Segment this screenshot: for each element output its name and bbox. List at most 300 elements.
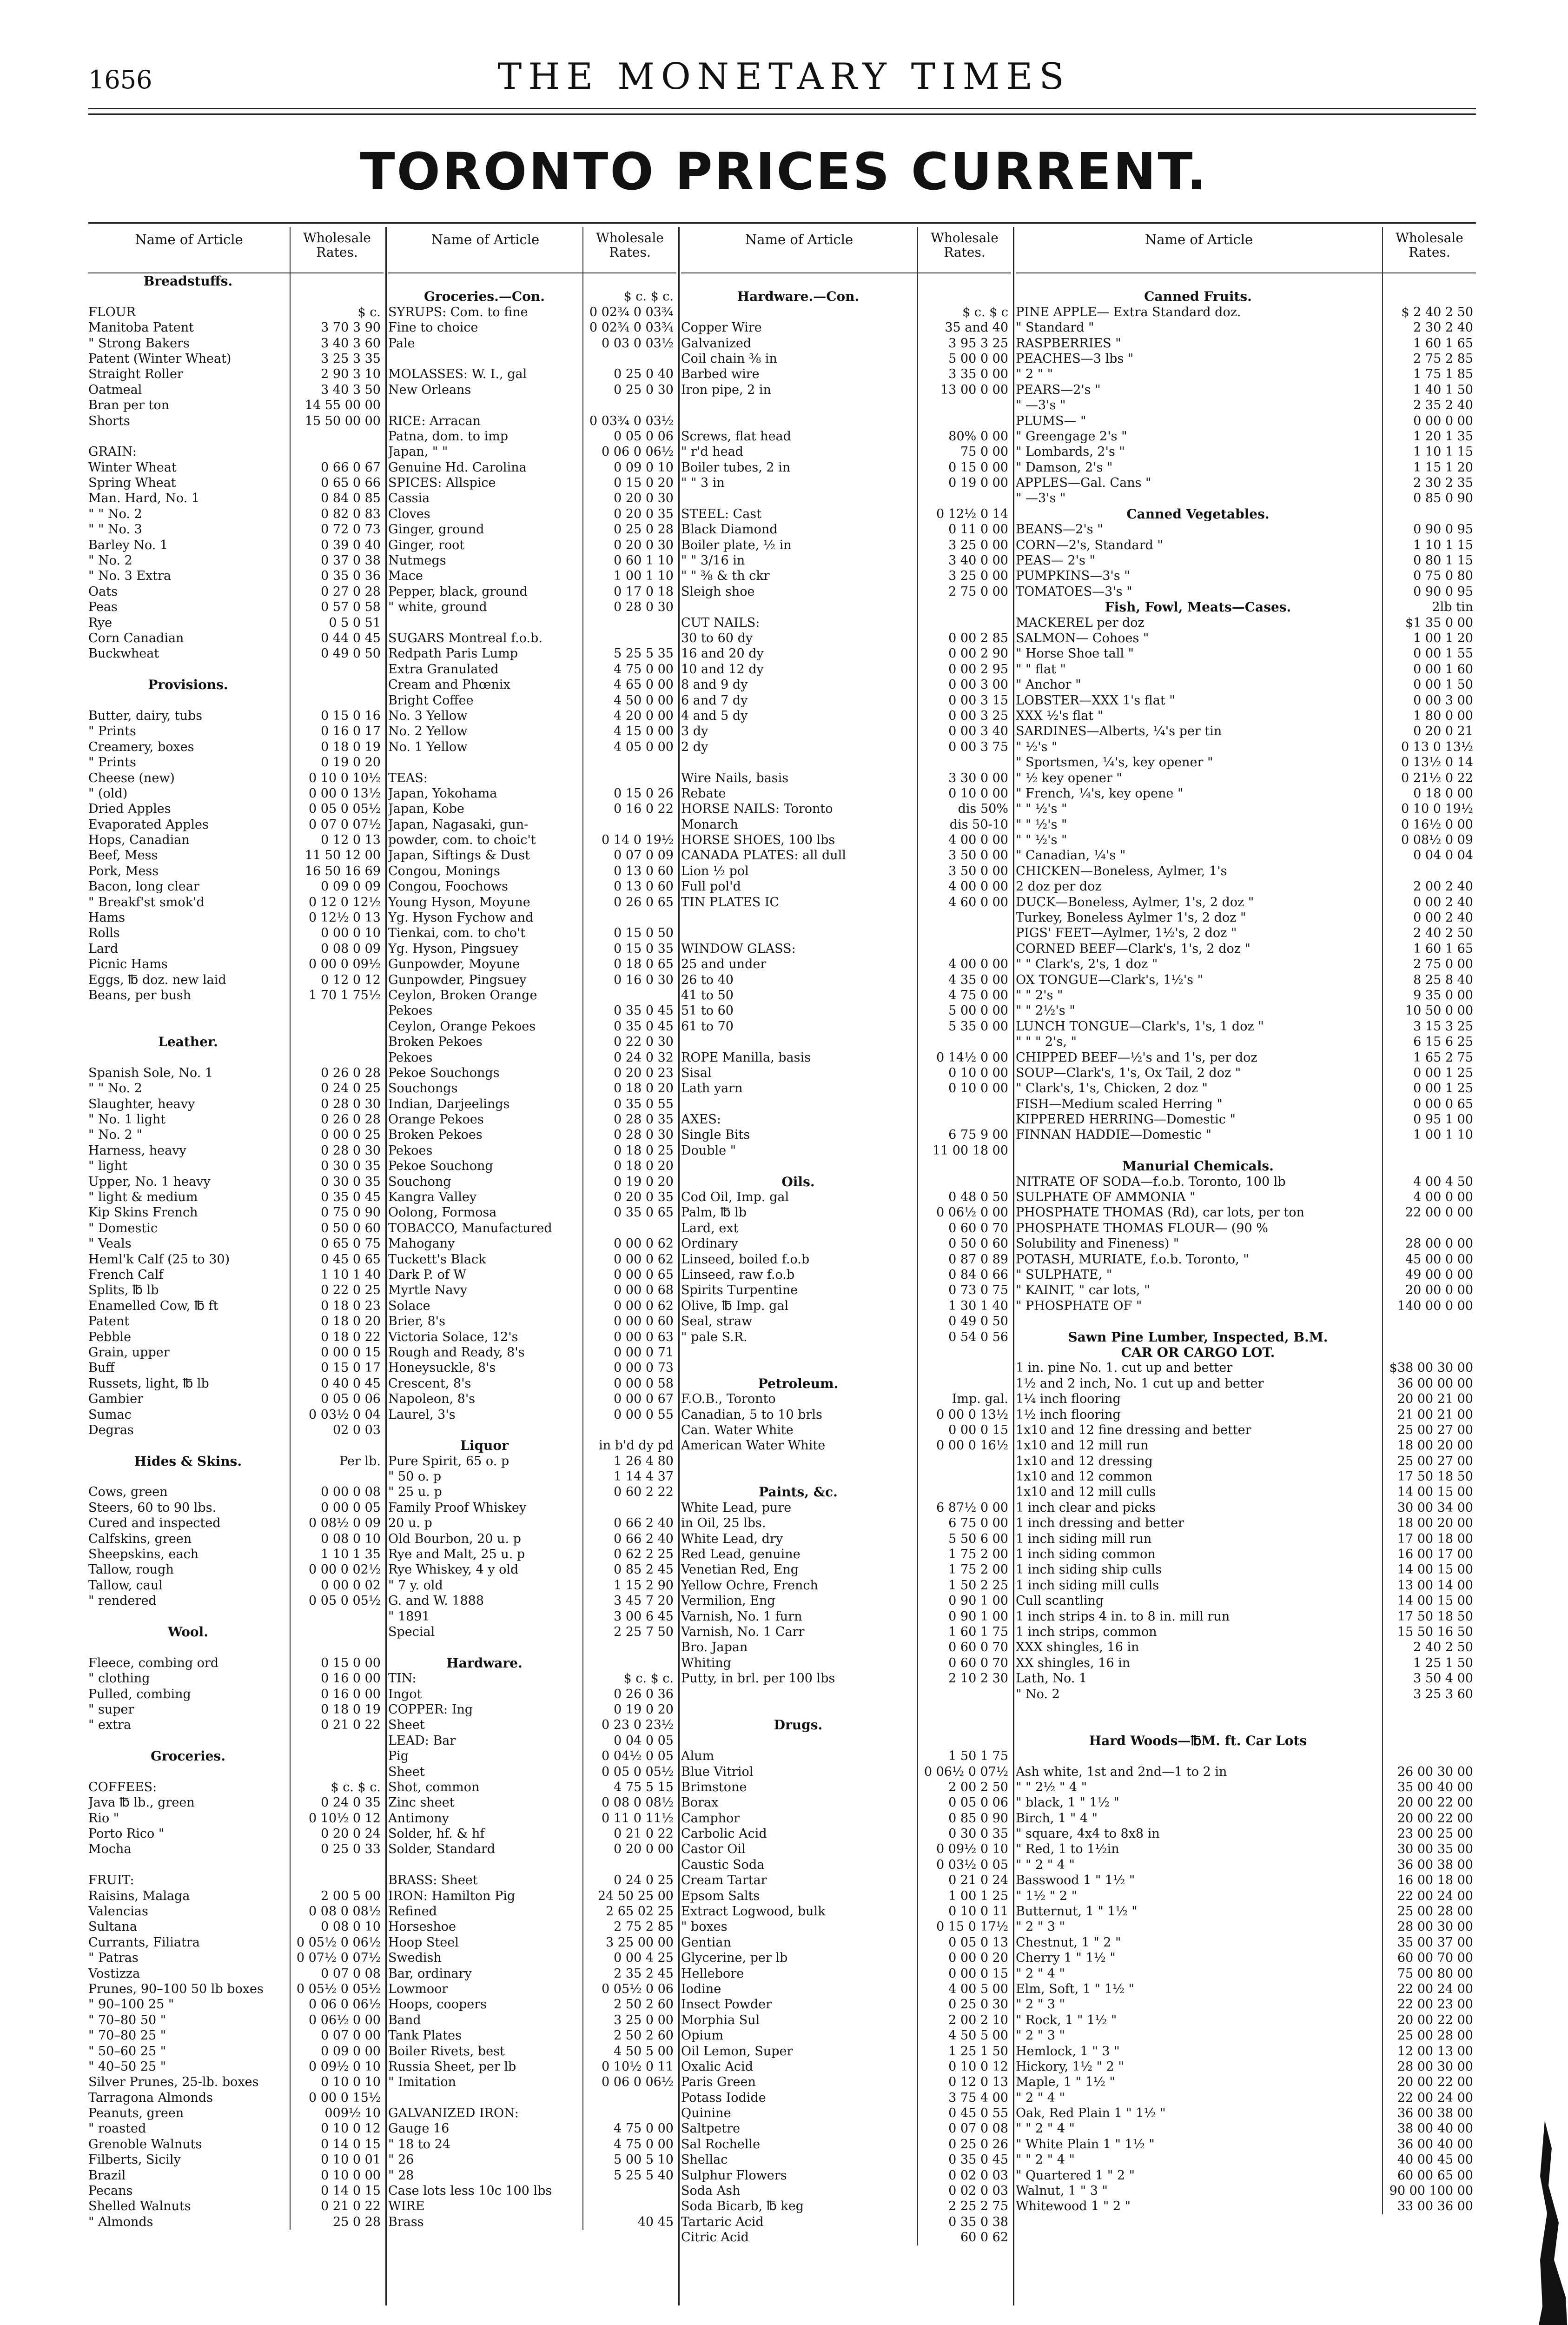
wholesale-rate: 45 00 0 00 [1405,1252,1473,1267]
article-name: 30 to 60 dy [681,631,753,645]
wholesale-rate: 4 75 0 00 [614,2121,674,2136]
wholesale-rate [581,910,676,925]
article-name [681,1096,915,1112]
article-name: Hoop Steel [388,1935,459,1950]
article-name: Ceylon, Broken Orange [388,988,537,1003]
wholesale-rate: 0 07 0 08 [948,2121,1008,2136]
wholesale-rate: 0 00 0 68 [614,1283,674,1298]
price-row [1016,988,1476,1003]
article-name: Bacon, long clear [88,879,199,894]
price-row [681,817,1011,832]
article-name: PEARS—2's " [1016,382,1101,397]
article-name: " Canadian, ¼'s " [1016,848,1126,863]
article-name: Boiler plate, ½ in [681,538,792,552]
article-name: Pale [388,336,415,351]
price-row [88,1764,384,1780]
price-row [388,1003,676,1018]
wholesale-rate: 0 00 2 95 [948,662,1008,677]
article-name: 1 inch dressing and better [1016,1516,1184,1531]
rate-divider [582,273,583,2230]
wholesale-rate: 3 35 0 00 [948,367,1008,382]
article-name: Boiler Rivets, best [388,2044,505,2059]
article-name: 41 to 50 [681,988,734,1003]
price-row [388,1780,676,1795]
price-row [1016,584,1476,599]
wholesale-rate: 0 00 0 15 [321,1345,381,1360]
wholesale-rate: 1 40 1 50 [1413,382,1473,397]
price-row [1016,1593,1476,1608]
article-name: Alum [681,1749,715,1764]
price-row [681,273,1011,289]
price-row [681,2059,1011,2074]
article-name: Mocha [88,1842,132,1857]
price-row [681,771,1011,786]
article-name: Cheese (new) [88,771,175,785]
article-name: Lard [88,941,119,956]
wholesale-rate [288,444,384,459]
wholesale-rate: 4 15 0 00 [614,724,674,739]
price-row [681,305,1011,320]
wholesale-rate: 0 00 0 15½ [309,2090,381,2105]
article-name: " Breakf'st smok'd [88,895,205,910]
article-name [681,1702,915,1717]
rate-divider [290,273,291,2230]
wholesale-rate: 0 75 0 80 [1413,569,1473,584]
price-row [1016,475,1476,491]
article-name: Bran per ton [88,398,170,413]
article-name: " " No. 3 [88,522,142,537]
wholesale-rate: 0 06 0 06½ [602,2075,674,2090]
price-row [88,864,384,879]
article-name: Orange Pekoes [388,1112,484,1127]
article-name: Canadian, 5 to 10 brls [681,1407,822,1422]
price-row [88,413,384,429]
article-name: " Sportsmen, ¼'s, key opener " [1016,755,1213,770]
article-name: Straight Roller [88,367,183,382]
price-row [88,801,384,817]
wholesale-rate: 35 00 37 00 [1397,1935,1473,1950]
wholesale-rate: 2 40 2 50 [1413,1640,1473,1655]
price-row [88,1205,384,1220]
wholesale-rate [1380,1717,1476,1733]
price-row [681,1547,1011,1562]
article-name: No. 3 Yellow [388,708,468,723]
price-row [388,429,676,444]
wholesale-rate: 1 14 4 37 [614,1469,674,1484]
article-name: " 2 " 3 " [1016,1997,1065,2012]
article-name: " No. 3 Extra [88,569,172,584]
article-name: CORNED BEEF—Clark's, 1's, 2 doz " [1016,941,1250,956]
wholesale-rate: 0 06 0 06½ [309,1997,381,2012]
article-name: Shellac [681,2152,728,2167]
wholesale-rate: 36 00 38 00 [1397,2106,1473,2121]
wholesale-rate: 0 15 0 00 [321,1655,381,1670]
price-row [388,1454,676,1469]
wholesale-rate: 0 00 0 13½ [936,1407,1008,1422]
price-row [681,615,1011,631]
wholesale-rate: 30 00 35 00 [1397,1842,1473,1857]
price-row [88,1671,384,1686]
wholesale-rate: 3 25 00 00 [606,1935,674,1950]
section-heading [1016,1329,1476,1345]
wholesale-rate: 0 12 0 12½ [309,895,381,910]
wholesale-rate: 0 03¾ 0 03½ [589,413,674,428]
price-row [681,1298,1011,1314]
wholesale-rate: 0 72 0 73 [321,522,381,537]
price-row [88,1112,384,1127]
article-name: Cured and inspected [88,1516,221,1531]
wholesale-rate: 5 00 0 00 [948,1003,1008,1018]
wholesale-rate: 0 5 0 51 [329,615,381,630]
article-name: Oatmeal [88,382,142,397]
price-row [88,1314,384,1329]
wholesale-rate: 4 50 5 00 [614,2044,674,2059]
article-name: Oxalic Acid [681,2059,753,2074]
wholesale-rate: 0 60 2 22 [614,1485,674,1500]
price-row [1016,1950,1476,1966]
article-name [88,662,288,677]
wholesale-rate: 0 37 0 38 [321,553,381,568]
price-row [681,1236,1011,1251]
article-name: Pekoe Souchong [388,1159,493,1174]
price-row [88,1127,384,1143]
article-name: Dried Apples [88,802,171,817]
price-row [681,662,1011,677]
price-row [388,1888,676,1904]
price-row [681,1578,1011,1593]
article-name: Laurel, 3's [388,1407,456,1422]
price-row [681,1391,1011,1407]
article-name: Pekoes [388,1003,433,1018]
wholesale-rate: 4 00 0 00 [948,833,1008,848]
article-name: Fish, Fowl, Meats—Cases. [1105,599,1291,615]
article-name: Zinc sheet [388,1795,455,1810]
price-row [1016,444,1476,459]
price-row [88,460,384,475]
wholesale-rate: 60 00 70 00 [1397,1951,1473,1966]
wholesale-rate: 0 00 0 62 [614,1236,674,1251]
article-name [88,1438,288,1453]
price-row [88,1966,384,1981]
wholesale-rate: 0 03 0 03½ [602,336,674,351]
wholesale-rate: in b'd dy pd [599,1438,674,1453]
price-row [1016,1096,1476,1112]
article-name: PHOSPHATE THOMAS FLOUR— (90 % [1016,1221,1268,1236]
price-row [681,2214,1011,2230]
article-name [388,1640,581,1655]
price-row [388,1997,676,2012]
article-name: Broken Pekoes [388,1128,483,1143]
article-name: COPPER: Ing [388,1702,473,1717]
price-row [88,1981,384,1997]
article-name: " PHOSPHATE OF " [1016,1298,1142,1313]
price-row [1016,1221,1476,1236]
article-name: Epsom Salts [681,1888,760,1903]
article-name: " " flat " [1016,662,1066,677]
wholesale-rate: 3 50 0 00 [948,848,1008,863]
article-name: Monarch [681,817,738,832]
price-row [88,1935,384,1950]
article-name: " Prints [88,724,136,739]
price-row [88,538,384,553]
article-name: 1x10 and 12 common [1016,1469,1152,1484]
price-row [388,2013,676,2028]
article-name: Morphia Sul [681,2013,760,2027]
wholesale-rate: 0 66 0 67 [321,460,381,475]
article-name: RICE: Arracan [388,413,481,428]
price-row [388,273,676,289]
price-row [681,2168,1011,2183]
price-column [388,227,676,2230]
article-name: " (old) [88,786,128,801]
price-row [88,615,384,631]
price-row [1016,1019,1476,1034]
price-row [1016,1314,1476,1329]
price-row [388,1795,676,1810]
article-name: Steers, 60 to 90 lbs. [88,1500,217,1515]
article-name: " Standard " [1016,320,1094,335]
price-row [1016,336,1476,351]
price-row [681,1407,1011,1422]
price-row [88,1919,384,1934]
price-row [1016,1454,1476,1469]
wholesale-rate: 0 24 0 32 [614,1050,674,1065]
wholesale-rate: 4 00 0 00 [1413,1190,1473,1205]
article-name: Chestnut, 1 " 2 " [1016,1935,1121,1950]
article-name: " roasted [88,2121,146,2136]
wholesale-rate: 0 00 0 15 [948,1422,1008,1437]
wholesale-rate: 4 75 0 00 [614,2137,674,2152]
article-name: Pekoes [388,1143,433,1158]
article-name: Double " [681,1143,736,1158]
section-heading [681,1174,1011,1189]
price-row [1016,1003,1476,1018]
price-row [388,817,676,832]
article-name [88,693,288,708]
article-name: 61 to 70 [681,1019,734,1034]
price-row [88,1298,384,1314]
article-name: Copper Wire [681,320,762,335]
article-name: PEACHES—3 lbs " [1016,351,1134,366]
price-row [388,1764,676,1780]
price-row [681,351,1011,366]
article-name: " " 3 in [681,476,725,491]
price-row [681,2106,1011,2121]
price-list [1016,273,1476,2214]
price-row [88,1019,384,1034]
article-name: Hemlock, 1 " 3 " [1016,2044,1120,2059]
wholesale-rate: 0 73 0 75 [948,1283,1008,1298]
wholesale-rate: 25 00 27 00 [1397,1454,1473,1468]
price-row [88,2214,384,2230]
article-name: Vostizza [88,1966,140,1981]
price-row [681,2152,1011,2167]
price-row [1016,925,1476,941]
article-name: Dark P. of W [388,1268,467,1282]
price-row [1016,693,1476,708]
price-row [388,1733,676,1748]
wholesale-rate: 4 00 0 00 [948,957,1008,972]
price-row [88,1469,384,1484]
article-name [388,1422,581,1438]
wholesale-rate: 0 18 0 22 [321,1329,381,1344]
header-article-name: Name of Article [1145,232,1253,247]
wholesale-rate: 5 00 5 10 [614,2152,674,2167]
wholesale-rate: 0 00 0 63 [614,1329,674,1344]
article-name [88,1019,288,1034]
article-name: GRAIN: [88,445,137,459]
wholesale-rate: 2 75 2 85 [1413,351,1473,366]
wholesale-rate: 0 10½ 0 11 [602,2059,674,2074]
wholesale-rate [915,755,1011,770]
wholesale-rate: 17 50 18 50 [1397,1469,1473,1484]
wholesale-rate: 0 80 1 15 [1413,553,1473,568]
article-name: " 2 " 4 " [1016,1966,1065,1981]
wholesale-rate: 1 30 1 40 [948,1298,1008,1313]
wholesale-rate: 0 30 0 35 [321,1159,381,1174]
price-row [1016,895,1476,910]
price-row [388,1640,676,1655]
price-row [1016,2106,1476,2121]
price-row [88,1391,384,1407]
wholesale-rate: 90 00 100 00 [1389,2184,1473,2199]
wholesale-rate: 0 22 0 25 [321,1283,381,1298]
article-name: Upper, No. 1 heavy [88,1174,211,1189]
wholesale-rate: 0 24 0 25 [321,1081,381,1096]
wholesale-rate [288,677,384,692]
wholesale-rate [288,1733,384,1748]
price-row [1016,677,1476,692]
wholesale-rate: 0 12½ 0 13 [309,910,381,925]
wholesale-rate [1380,1221,1476,1236]
wholesale-rate: 0 02 0 03 [948,2168,1008,2183]
price-row [88,1096,384,1112]
article-name: CANADA PLATES: all dull [681,848,846,863]
article-name: Yg. Hyson Fychow and [388,910,534,925]
price-row [388,460,676,475]
price-row [388,879,676,894]
article-name: Caustic Soda [681,1857,765,1872]
wholesale-rate: 0 05 0 05½ [309,1594,381,1608]
section-heading [88,677,384,692]
wholesale-rate: 0 08 0 09 [321,941,381,956]
wholesale-rate: 0 75 0 90 [321,1205,381,1220]
price-row [388,1252,676,1267]
price-row [88,1003,384,1018]
wholesale-rate: 0 04 0 05 [614,1733,674,1748]
wholesale-rate: 3 95 3 25 [948,336,1008,351]
wholesale-rate: 0 49 0 50 [321,646,381,661]
wholesale-rate: 60 0 62 [960,2230,1008,2245]
article-name: Pure Spirit, 65 o. p [388,1454,509,1468]
article-name: SULPHATE OF AMMONIA " [1016,1190,1196,1205]
wholesale-rate: 0 14½ 0 00 [936,1050,1008,1065]
article-name: Japan, Yokohama [388,786,497,801]
wholesale-rate: 0 00 3 25 [948,708,1008,723]
price-row [388,1981,676,1997]
price-row [88,429,384,444]
price-row [1016,1034,1476,1050]
wholesale-rate: 0 10 0 10 [321,2075,381,2090]
price-row [388,1919,676,1934]
wholesale-rate: 0 57 0 58 [321,600,381,615]
wholesale-rate: 2 40 2 50 [1413,926,1473,941]
price-row [88,1811,384,1826]
wholesale-rate: 0 35 0 65 [614,1205,674,1220]
price-row [1016,1935,1476,1950]
wholesale-rate: 1 00 1 20 [1413,631,1473,645]
section-heading [1016,1158,1476,1174]
wholesale-rate: 0 00 2 40 [1413,910,1473,925]
article-name: Young Hyson, Moyune [388,895,530,910]
wholesale-rate: 4 65 0 00 [614,678,674,692]
article-name: Pecans [88,2184,133,2199]
price-row [88,1484,384,1500]
article-name: " No. 2 [1016,1687,1060,1701]
wholesale-rate: 0 60 0 70 [948,1655,1008,1670]
price-list [88,273,384,2230]
price-row [1016,801,1476,817]
price-row [1016,1174,1476,1189]
article-name: Brazil [88,2168,126,2183]
wholesale-rate: 2 90 3 10 [321,367,381,382]
wholesale-rate [288,662,384,677]
article-name: Gunpowder, Pingsuey [388,972,527,987]
article-name: Evaporated Apples [88,817,209,832]
article-name: Groceries.—Con. [424,289,545,305]
article-name: French Calf [88,1268,164,1282]
price-column [681,227,1011,2245]
wholesale-rate: 0 08 0 08½ [602,1795,674,1810]
article-name: 1 inch strips, common [1016,1624,1157,1639]
article-name [88,1469,288,1484]
article-name [88,1609,288,1624]
price-row [681,832,1011,848]
article-name: Sulphur Flowers [681,2168,787,2183]
article-name [88,1003,288,1018]
price-row [1016,1236,1476,1251]
wholesale-rate: 0 28 0 30 [321,1143,381,1158]
wholesale-rate: 0 26 0 65 [614,895,674,910]
price-row [681,1811,1011,1826]
price-row [1016,1981,1476,1997]
article-name: Lowmoor [388,1981,448,1996]
price-row [681,1050,1011,1065]
wholesale-rate: 0 25 0 28 [614,522,674,537]
article-name: " r'd head [681,445,743,459]
article-name: Borax [681,1795,719,1810]
article-name: Cloves [388,506,430,521]
article-name: " Prints [88,755,136,770]
price-row [88,724,384,739]
article-name: " 70–80 50 " [88,2013,166,2027]
price-row [1016,1780,1476,1795]
price-row [88,739,384,755]
price-row [388,957,676,972]
wholesale-rate: 4 20 0 00 [614,708,674,723]
price-row [88,1578,384,1593]
wholesale-rate: 0 02 0 03 [948,2184,1008,2199]
wholesale-rate: 4 75 0 00 [614,662,674,677]
article-name: Japan, Kobe [388,802,464,817]
price-row [388,941,676,957]
article-name: 1 in. pine No. 1. cut up and better [1016,1361,1233,1375]
wholesale-rate: 0 09 0 09 [321,879,381,894]
article-name [1016,1314,1380,1329]
article-name: Glycerine, per lb [681,1951,788,1966]
article-name: 1x10 and 12 dressing [1016,1454,1153,1468]
price-row [1016,910,1476,925]
